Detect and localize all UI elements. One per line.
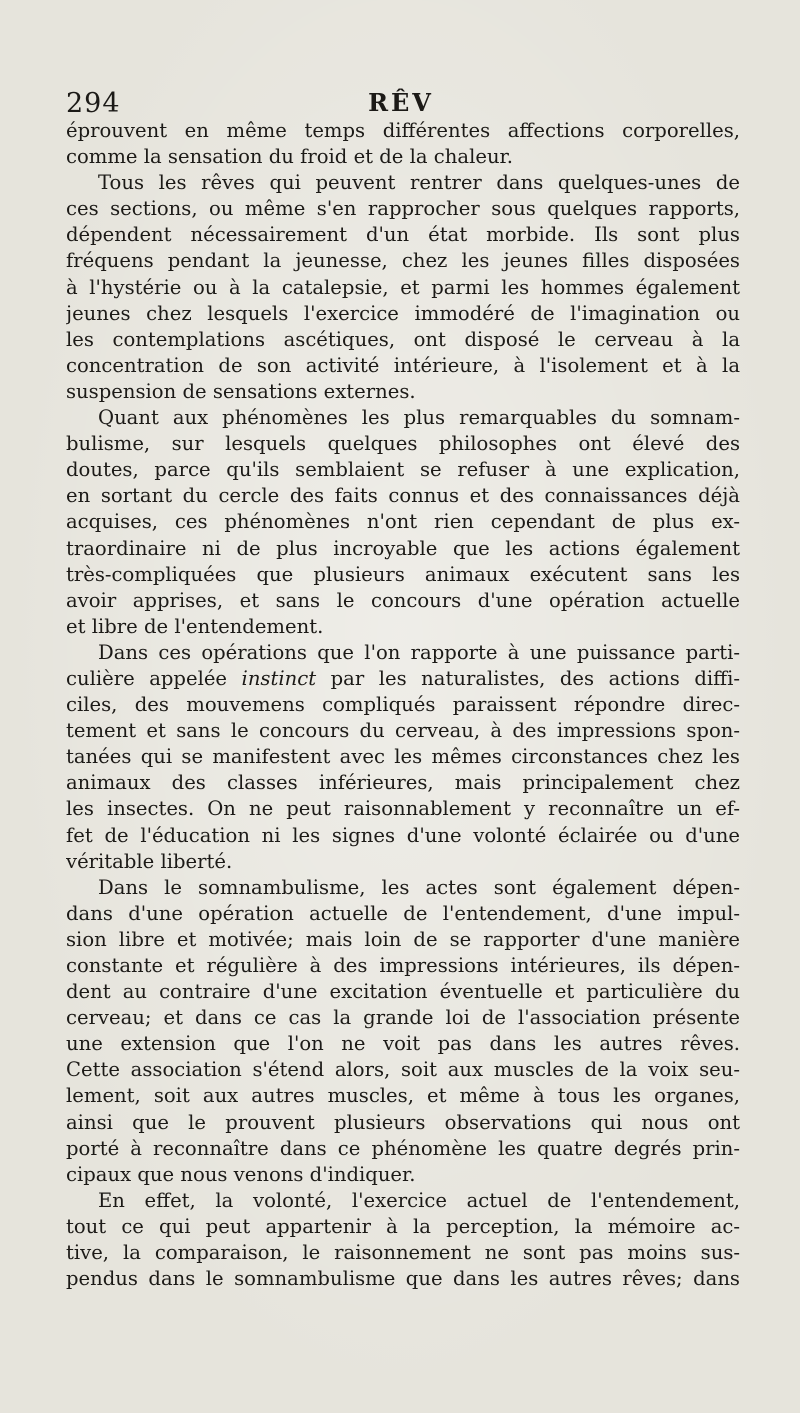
text-line: traordinaire ni de plus incroyable que les actions également <box>66 536 740 560</box>
text-line: bulisme, sur lesquels quelques philosophes ont élevé des <box>66 432 740 456</box>
text-line: tout ce qui peut appartenir à la perception, la mémoire ac- <box>66 1214 740 1238</box>
text-line: les insectes. On ne peut raisonnablement y reconnaître un ef- <box>66 797 740 821</box>
text-line: les contemplations ascétiques, ont disposé le cerveau à la <box>66 327 740 351</box>
text-line: fréquens pendant la jeunesse, chez les jeunes filles disposées <box>66 249 740 273</box>
text-line: Cette association s'étend alors, soit aux muscles de la voix seu- <box>66 1058 740 1082</box>
text-line: tement et sans le concours du cerveau, à des impressions spon- <box>66 719 740 743</box>
text-line: En effet, la volonté, l'exercice actuel de l'entendement, <box>98 1188 740 1212</box>
text-line: Tous les rêves qui peuvent rentrer dans quelques-unes de <box>98 171 740 195</box>
text-line: ciles, des mouvemens compliqués paraissent répondre direc- <box>66 693 740 717</box>
text-line: suspension de sensations externes. <box>66 379 416 403</box>
text-line: dent au contraire d'une excitation éventuelle et particulière du <box>66 980 740 1004</box>
text-line: Dans le somnambulisme, les actes sont également dépen- <box>98 875 740 899</box>
text-line: ainsi que le prouvent plusieurs observations qui nous ont <box>66 1110 740 1134</box>
body-text <box>66 118 740 1292</box>
text-line: véritable liberté. <box>66 849 233 873</box>
text-line: porté à reconnaître dans ce phénomène les quatre degrés prin- <box>66 1136 740 1160</box>
text-line: éprouvent en même temps différentes affections corporelles, <box>66 119 740 142</box>
text-line: en sortant du cercle des faits connus et des connaissances déjà <box>66 484 740 508</box>
text-line: tanées qui se manifestent avec les mêmes circonstances chez les <box>66 745 740 769</box>
text-line: concentration de son activité intérieure, à l'isolement et à la <box>66 353 740 377</box>
text-line: ces sections, ou même s'en rapprocher sous quelques rapports, <box>66 197 740 221</box>
text-line: avoir apprises, et sans le concours d'une opération actuelle <box>66 588 740 612</box>
text-line: tive, la comparaison, le raisonnement ne sont pas moins sus- <box>66 1241 740 1265</box>
text-line: fet de l'éducation ni les signes d'une volonté éclairée ou d'une <box>66 823 740 847</box>
text-line: sion libre et motivée; mais loin de se rapporter d'une manière <box>66 927 740 951</box>
text-line: jeunes chez lesquels l'exercice immodéré de l'imagination ou <box>66 301 740 325</box>
text-line: une extension que l'on ne voit pas dans les autres rêves. <box>66 1032 740 1056</box>
page-number: 294 <box>66 88 121 119</box>
text-line: comme la sensation du froid et de la chaleur. <box>66 145 514 169</box>
text-line: Dans ces opérations que l'on rapporte à une puissance parti- <box>98 640 740 664</box>
text-line: animaux des classes inférieures, mais principalement chez <box>66 771 740 795</box>
text-line: dépendent nécessairement d'un état morbide. Ils sont plus <box>66 223 740 247</box>
text-line: doutes, parce qu'ils semblaient se refuser à une explication, <box>66 458 740 482</box>
text-line: pendus dans le somnambulisme que dans les autres rêves; dans <box>66 1267 740 1291</box>
text-line: Quant aux phénomènes les plus remarquables du somnam- <box>98 406 740 430</box>
text-line: culière appelée instinct par les naturalistes, des actions diffi- <box>66 666 740 690</box>
text-line: très-compliquées que plusieurs animaux exécutent sans les <box>66 562 740 586</box>
text-line: dans d'une opération actuelle de l'entendement, d'une impul- <box>66 901 740 925</box>
text-line: lement, soit aux autres muscles, et même à tous les organes, <box>66 1084 740 1108</box>
running-head: RÊV <box>368 88 434 117</box>
text-line: et libre de l'entendement. <box>66 614 324 638</box>
text-line: acquises, ces phénomènes n'ont rien cependant de plus ex- <box>66 510 740 534</box>
text-line: cerveau; et dans ce cas la grande loi de l'association présente <box>66 1006 740 1030</box>
text-line: à l'hystérie ou à la catalepsie, et parmi les hommes également <box>66 275 740 299</box>
text-line: cipaux que nous venons d'indiquer. <box>66 1162 416 1186</box>
text-line: constante et régulière à des impressions intérieures, ils dépen- <box>66 954 740 977</box>
